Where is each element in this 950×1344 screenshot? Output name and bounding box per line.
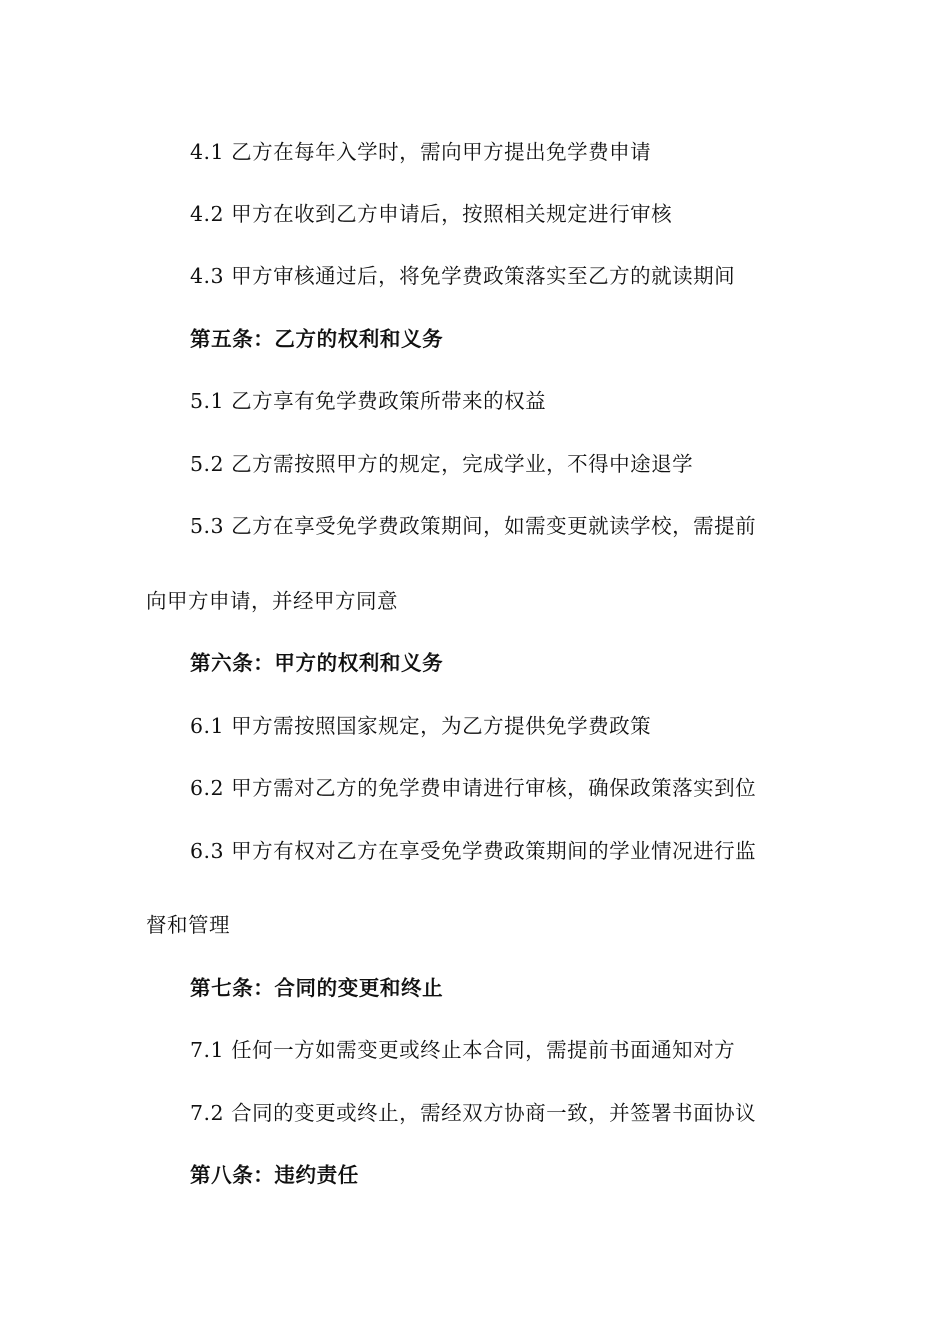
clause-5-1: 5.1 乙方享有免学费政策所带来的权益 <box>190 389 547 413</box>
clause-5-2: 5.2 乙方需按照甲方的规定，完成学业，不得中途退学 <box>190 452 694 476</box>
clause-6-1: 6.1 甲方需按照国家规定，为乙方提供免学费政策 <box>190 714 652 738</box>
clause-4-2: 4.2 甲方在收到乙方申请后，按照相关规定进行审核 <box>190 202 673 226</box>
article-5-heading: 第五条：乙方的权利和义务 <box>190 327 444 351</box>
article-6-heading: 第六条：甲方的权利和义务 <box>190 651 444 675</box>
clause-6-2: 6.2 甲方需对乙方的免学费申请进行审核，确保政策落实到位 <box>190 776 757 800</box>
clause-7-1: 7.1 任何一方如需变更或终止本合同，需提前书面通知对方 <box>190 1038 736 1062</box>
clause-6-3-continued: 督和管理 <box>146 913 230 937</box>
clause-6-3: 6.3 甲方有权对乙方在享受免学费政策期间的学业情况进行监 <box>190 839 757 863</box>
article-7-heading: 第七条：合同的变更和终止 <box>190 976 444 1000</box>
article-8-heading: 第八条：违约责任 <box>190 1163 359 1187</box>
clause-4-3: 4.3 甲方审核通过后，将免学费政策落实至乙方的就读期间 <box>190 264 736 288</box>
clause-5-3: 5.3 乙方在享受免学费政策期间，如需变更就读学校，需提前 <box>190 514 757 538</box>
clause-4-1: 4.1 乙方在每年入学时，需向甲方提出免学费申请 <box>190 140 652 164</box>
clause-5-3-continued: 向甲方申请，并经甲方同意 <box>146 589 398 613</box>
clause-7-2: 7.2 合同的变更或终止，需经双方协商一致，并签署书面协议 <box>190 1101 757 1125</box>
